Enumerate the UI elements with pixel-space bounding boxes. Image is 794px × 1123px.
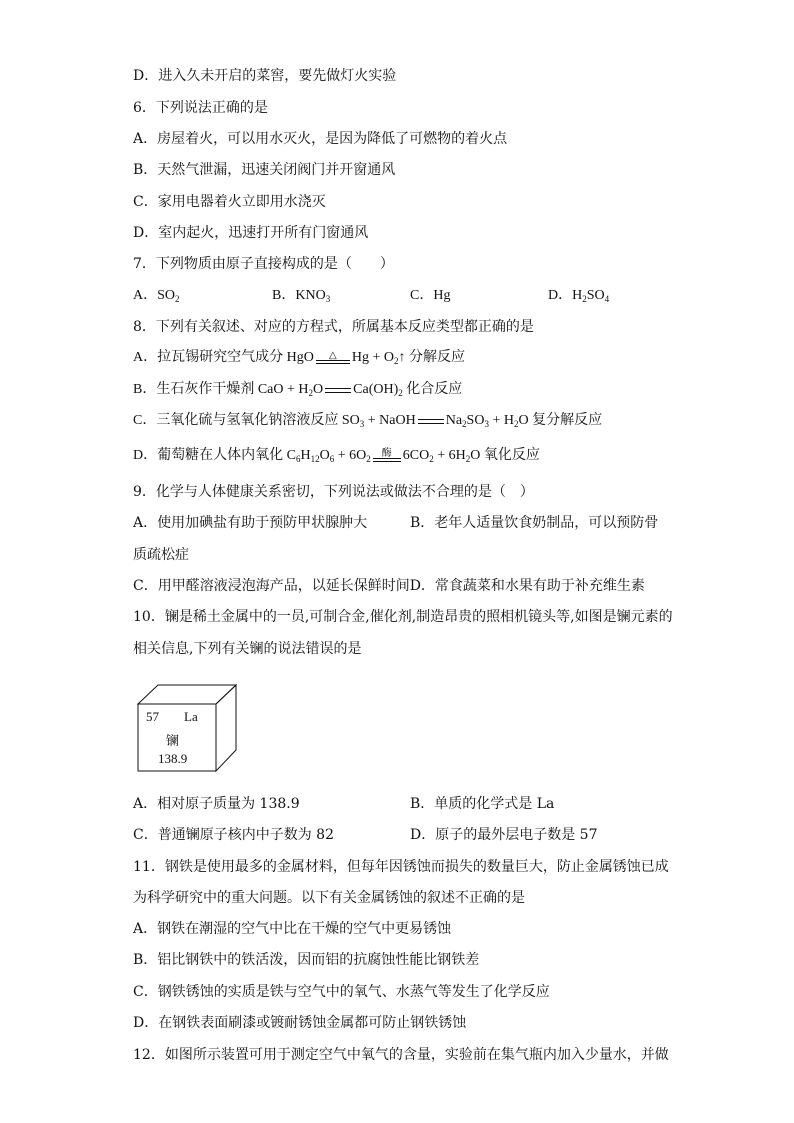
question-7: 7．下列物质由原子直接构成的是（ ） <box>133 256 394 272</box>
atomic-mass: 138.9 <box>158 751 188 766</box>
option-line: D．在钢铁表面刷漆或镀耐锈蚀金属都可防止钢铁锈蚀 <box>133 1015 467 1031</box>
option-line: D．进入久未开启的菜窖，要先做灯火实验 <box>133 68 397 84</box>
q7-option-d: D．$H_2SO_4$ <box>548 288 610 304</box>
enzyme-label: 酶 <box>381 448 392 459</box>
question-11: 11．钢铁是使用最多的金属材料，但每年因锈蚀而损失的数量巨大，防止金属锈蚀已成 <box>133 859 669 875</box>
question-10: 10．镧是稀土金属中的一员,可制合金,催化剂,制造昂贵的照相机镜头等,如图是镧元素的 <box>133 609 673 625</box>
option-line: C．家用电器着火立即用水浇灭 <box>133 194 326 210</box>
q9-option-b-cont: 质疏松症 <box>133 547 189 563</box>
q7-option-c: C．Hg <box>410 288 451 303</box>
q7-option-b: B．$KNO_3$ <box>272 288 331 304</box>
q9-option-a: A．使用加碘盐有助于预防甲状腺肿大 <box>133 515 368 531</box>
q10-option-b: B．单质的化学式是 La <box>410 796 555 812</box>
q10-option-d: D．原子的最外层电子数是 57 <box>410 827 598 843</box>
option-line: B．天然气泄漏，迅速关闭阀门并开窗通风 <box>133 162 396 178</box>
q9-options-cd: C．用甲醛溶液浸泡海产品，以延长保鲜时间D．常食蔬菜和水果有助于补充维生素 <box>133 578 645 594</box>
question-9: 9．化学与人体健康关系密切，下列说法或做法不合理的是（ ） <box>133 484 534 500</box>
element-card <box>137 684 237 772</box>
atomic-number: 57 <box>146 709 159 724</box>
heat-icon: △ <box>329 350 337 361</box>
q7-option-a: A．$SO_2$ <box>133 288 180 304</box>
question-8: 8．下列有关叙述、对应的方程式，所属基本反应类型都正确的是 <box>133 319 534 335</box>
q10-option-a: A．相对原子质量为 138.9 <box>133 796 300 812</box>
option-line: B．铝比钢铁中的铁活泼，因而铝的抗腐蚀性能比钢铁差 <box>133 952 480 968</box>
element-name: 镧 <box>166 734 180 749</box>
option-line: C．钢铁锈蚀的实质是铁与空气中的氧气、水蒸气等发生了化学反应 <box>133 984 550 1000</box>
option-line: D．室内起火，迅速打开所有门窗通风 <box>133 225 369 241</box>
question-10-cont: 相关信息,下列有关镧的说法错误的是 <box>133 641 362 657</box>
option-line: A．钢铁在潮湿的空气中比在干燥的空气中更易锈蚀 <box>133 921 452 937</box>
question-11-cont: 为科学研究中的重大问题。以下有关金属锈蚀的叙述不正确的是 <box>133 890 525 906</box>
question-12: 12．如图所示装置可用于测定空气中氧气的含量，实验前在集气瓶内加入少量水，并做 <box>133 1047 669 1063</box>
q8-option-d: D．葡萄糖在人体内氧化 $C_6H_{12}O_6 + 6O_2$ 酶 $6CO_2 + 6H_2O$ 氧化反应 <box>133 446 540 469</box>
q8-option-c: C．三氧化硫与氢氧化钠溶液反应 $SO_3$ + NaOH $Na_2SO_3 + H_2O$ 复分解反应 <box>133 411 602 434</box>
q10-option-c: C．普通镧原子核内中子数为 82 <box>133 827 334 843</box>
q9-option-b: B．老年人适量饮食奶制品，可以预防骨 <box>410 515 659 531</box>
question-6: 6．下列说法正确的是 <box>133 100 268 116</box>
q8-option-b: B．生石灰作干燥剂 CaO + $H_2O$ $Ca(OH)_2$ 化合反应 <box>133 380 462 403</box>
q8-option-a: A．拉瓦锡研究空气成分 HgO △ $Hg + O_2↑$ 分解反应 <box>133 348 465 371</box>
element-symbol: La <box>184 709 198 724</box>
option-line: A．房屋着火，可以用水灭火，是因为降低了可燃物的着火点 <box>133 131 508 147</box>
